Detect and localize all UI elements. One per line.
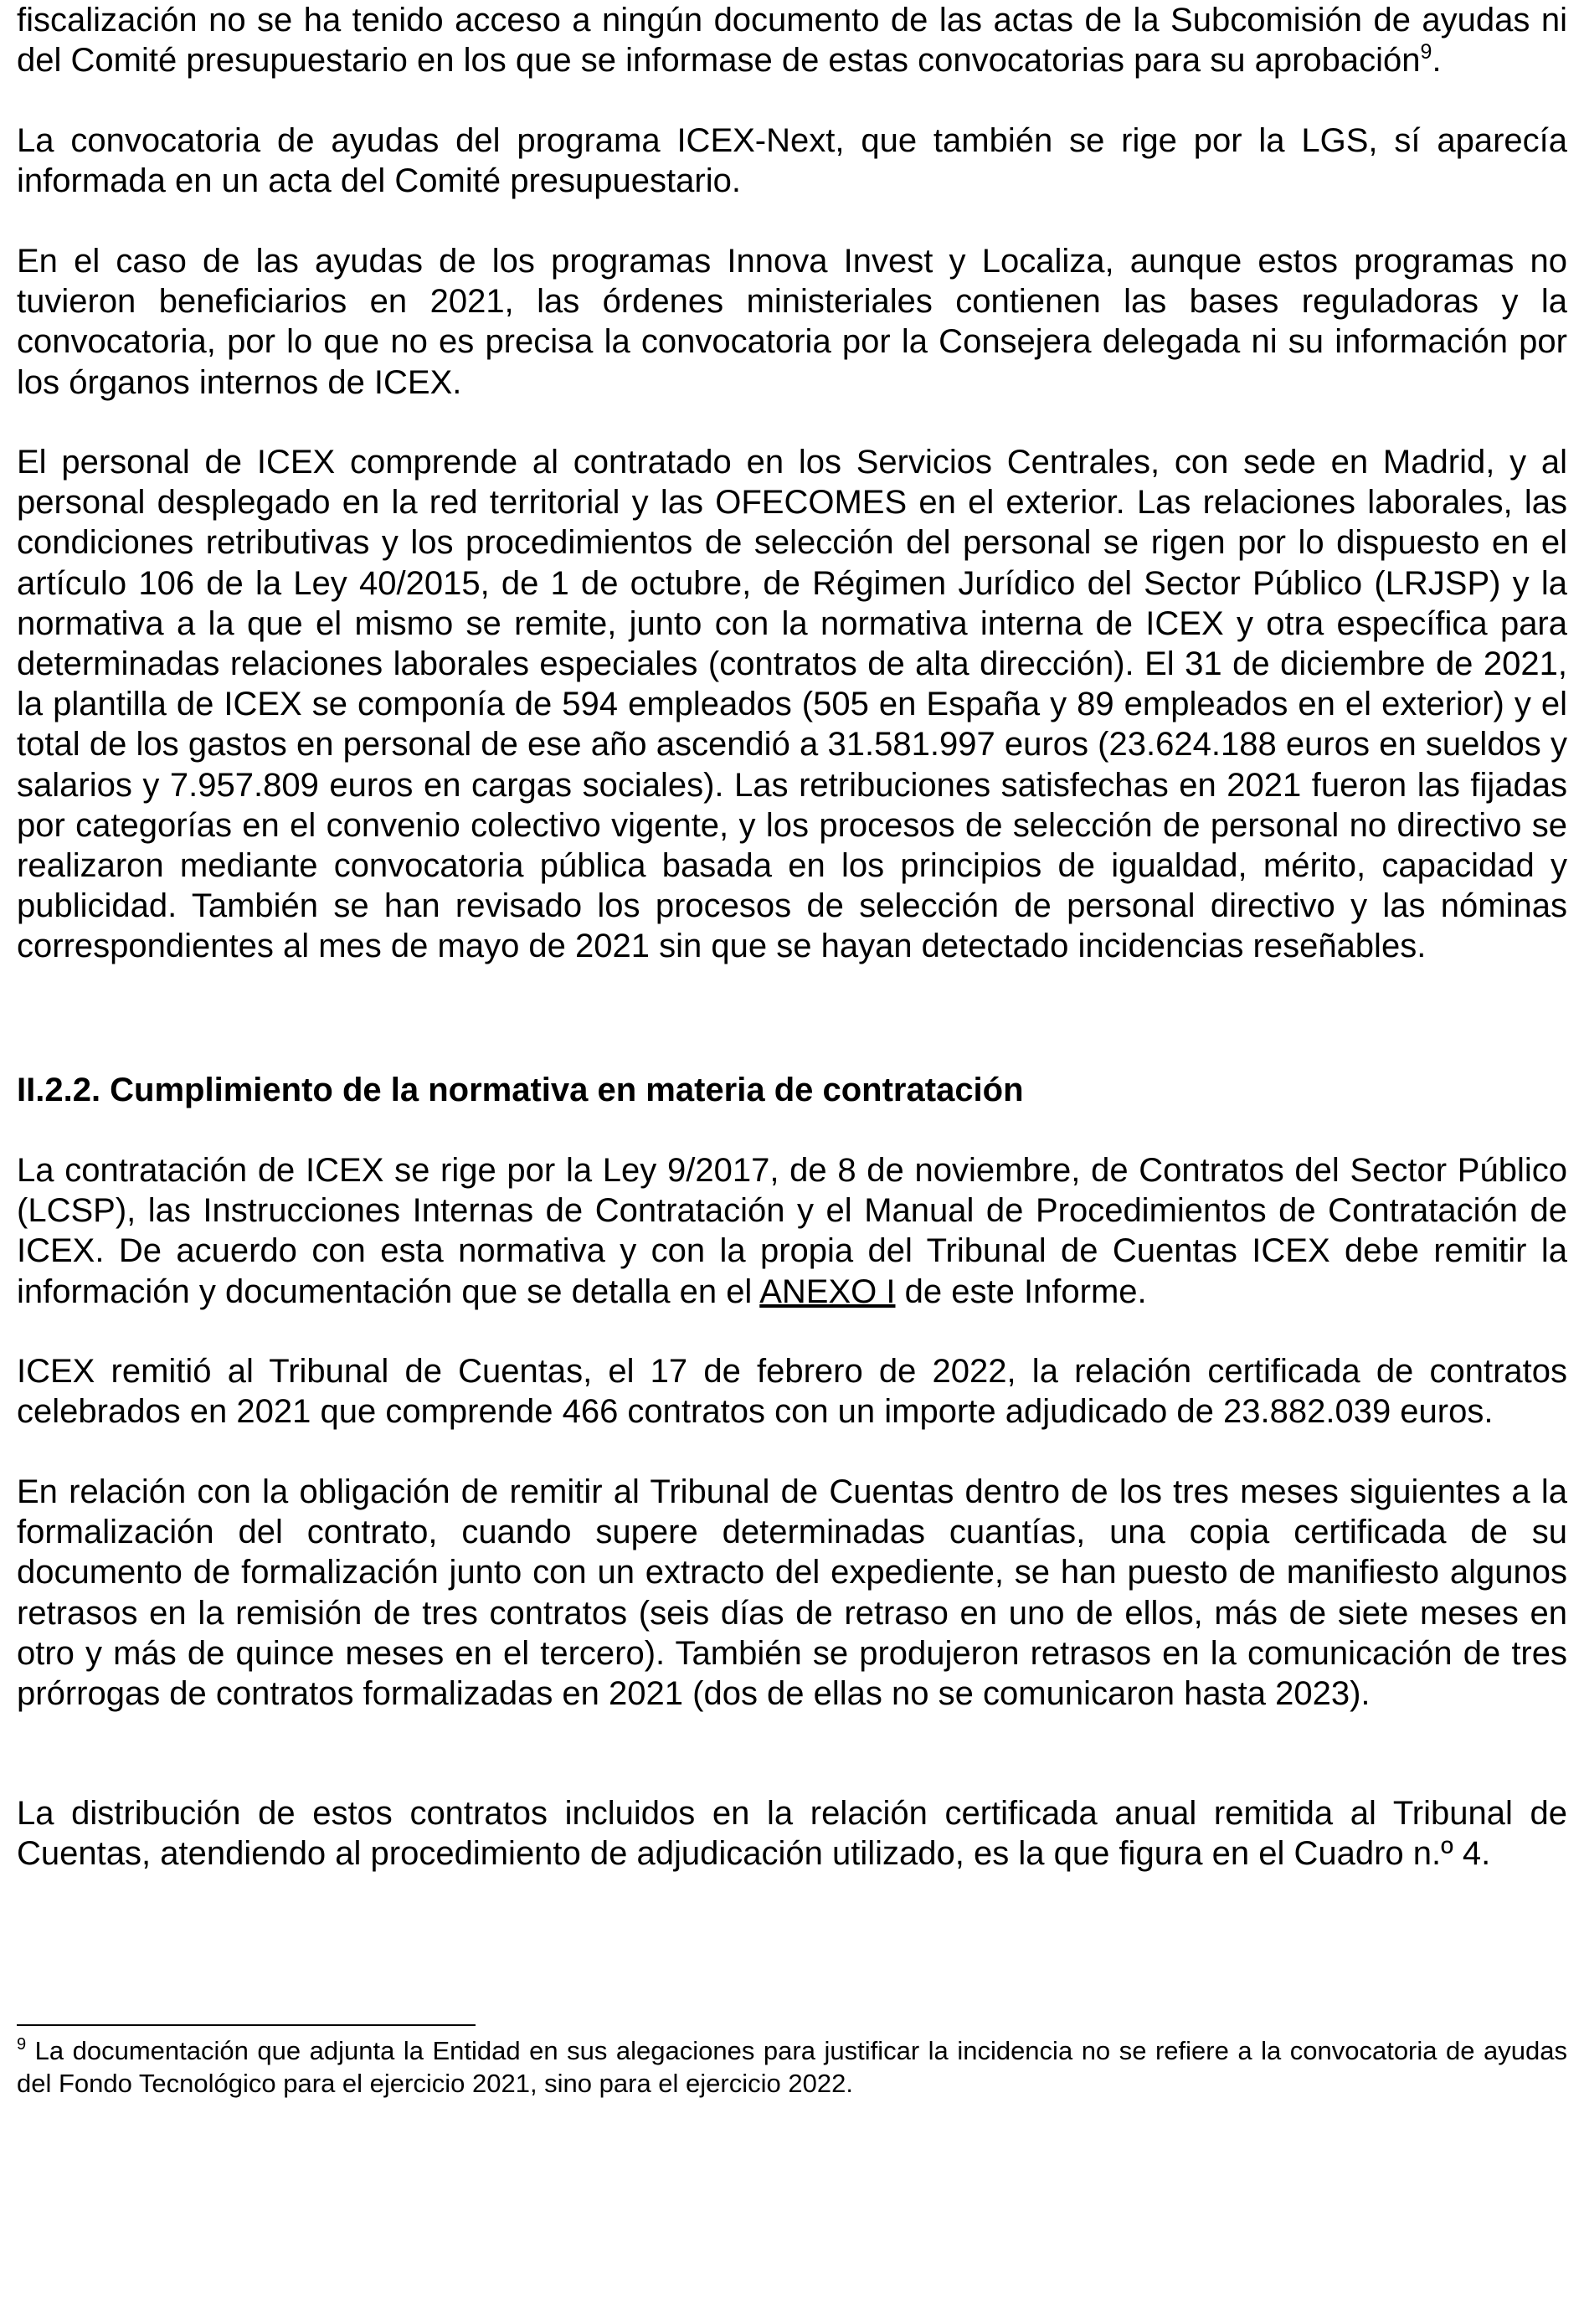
section-heading: II.2.2. Cumplimiento de la normativa en materia de contratación	[17, 1072, 1024, 1108]
paragraph-personal: El personal de ICEX comprende al contratado en los Servicios Centrales, con sede en Madrid, y al personal desplegado en la red territorial y las OFECOMES en el exterior. Las relaciones laborales, las condiciones retributivas y los procedimientos de selección del personal se rigen por lo dispuesto en el artículo 106 de la Ley 40/2015, de 1 de octubre, de Régimen Jurídico del Sector Público (LRJSP) y la normativa a la que el mismo se remite, junto con la normativa interna de ICEX y otra específica para determinadas relaciones laborales especiales (contratos de alta dirección). El 31 de diciembre de 2021, la plantilla de ICEX se componía de 594 empleados (505 en España y 89 empleados en el exterior) y el total de los gastos en personal de ese año ascendió a 31.581.997 euros (23.624.188 euros en sueldos y salarios y 7.957.809 euros en cargas sociales). Las retribuciones satisfechas en 2021 fueron las fijadas por categorías en el convenio colectivo vigente, y los procesos de selección de personal no directivo se realizaron mediante convocatoria pública basada en los principios de igualdad, mérito, capacidad y publicidad. También se han revisado los procesos de selección de personal directivo y las nóminas correspondientes al mes de mayo de 2021 sin que se hayan detectado incidencias reseñables.	[17, 444, 1567, 965]
footnote-text: La documentación que adjunta la Entidad en sus alegaciones para justificar la incidencia no se refiere a la convocatoria de ayudas del Fondo Tecnológico para el ejercicio 2021, sino para el ejercicio 2022.	[17, 2036, 1567, 2098]
paragraph-subcomision-text: fiscalización no se ha tenido acceso a ningún documento de las actas de la Subcomisión de ayudas ni del Comité presupuestario en los que se informase de estas convocatorias para su aprobación	[17, 2, 1567, 80]
paragraph-subcomision-end: .	[1432, 42, 1442, 80]
footnote-9	[17, 2034, 1567, 2100]
paragraph-retrasos: En relación con la obligación de remitir al Tribunal de Cuentas dentro de los tres meses siguientes a la formalización del contrato, cuando supere determinadas cuantías, una copia certificada de su documento de formalización junto con un extracto del expediente, se han puesto de manifiesto algunos retrasos en la remisión de tres contratos (seis días de retraso en uno de ellos, más de siete meses en otro y más de quince meses en el tercero). También se produjeron retrasos en la comunicación de tres prórrogas de contratos formalizadas en 2021 (dos de ellas no se comunicaron hasta 2023).	[17, 1473, 1567, 1713]
anexo-link[interactable]: ANEXO I	[759, 1273, 896, 1310]
paragraph-innova-invest: En el caso de las ayudas de los programas Innova Invest y Localiza, aunque estos programas no tuvieron beneficiarios en 2021, las órdenes ministeriales contienen las bases reguladoras y la convocatoria, por lo que no es precisa la convocatoria por la Consejera delegada ni su información por los órganos internos de ICEX.	[17, 243, 1567, 401]
paragraph-contratacion	[17, 1150, 1567, 1312]
paragraph-distribucion: La distribución de estos contratos incluidos en la relación certificada anual remitida al Tribunal de Cuentas, atendiendo al procedimiento de adjudicación utilizado, es la que figura en el Cuadro n.º 4.	[17, 1795, 1567, 1873]
paragraph-icex-next: La convocatoria de ayudas del programa ICEX-Next, que también se rige por la LGS, sí aparecía informada en un acta del Comité presupuestario.	[17, 122, 1567, 200]
paragraph-relacion-certificada: ICEX remitió al Tribunal de Cuentas, el 17 de febrero de 2022, la relación certificada de contratos celebrados en 2021 que comprende 466 contratos con un importe adjudicado de 23.882.039 euros.	[17, 1353, 1567, 1431]
footnote-divider	[17, 2024, 476, 2026]
paragraph-subcomision	[17, 0, 1567, 80]
paragraph-contratacion-text: La contratación de ICEX se rige por la Ley 9/2017, de 8 de noviembre, de Contratos del Sector Público (LCSP), las Instrucciones Internas de Contratación y el Manual de Procedimientos de Contratación de ICEX. De acuerdo con esta normativa y con la propia del Tribunal de Cuentas ICEX debe remitir la información y documentación que se detalla en el	[17, 1152, 1567, 1310]
document-page	[17, 0, 1567, 2324]
paragraph-contratacion-end: de este Informe.	[895, 1273, 1147, 1310]
footnote-number: 9	[17, 2035, 27, 2054]
footnote-reference-9[interactable]: 9	[1420, 40, 1432, 64]
